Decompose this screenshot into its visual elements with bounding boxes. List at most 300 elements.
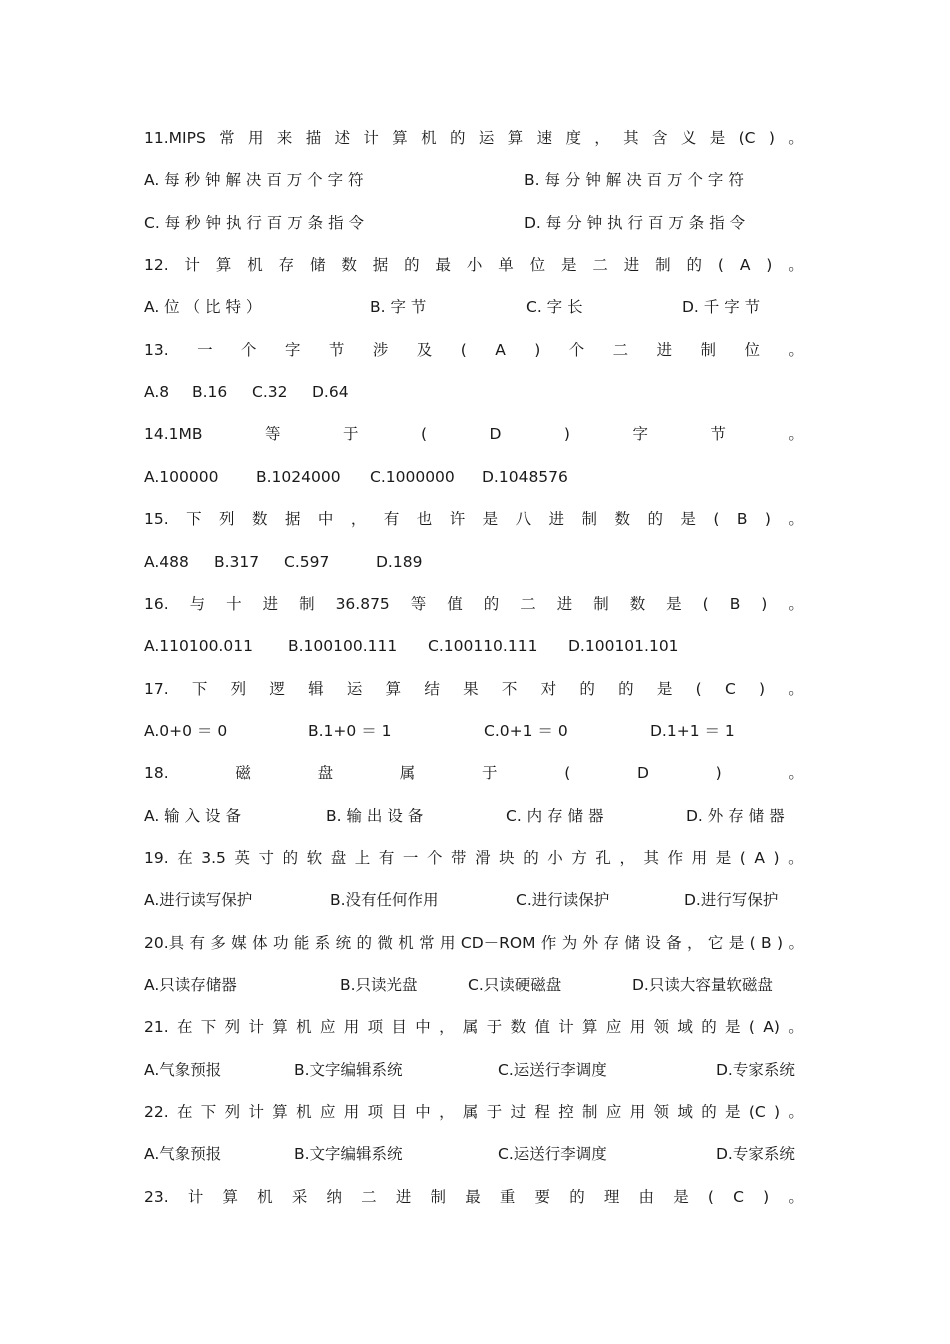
stem-token: 据 [284, 510, 301, 529]
stem-token: 等 [410, 594, 427, 613]
stem-token: 是 [715, 848, 732, 867]
option-b: B.317 [214, 552, 260, 571]
stem-token: 算 [215, 256, 232, 275]
answer-options [144, 719, 804, 743]
stem-token: 中 [415, 1018, 431, 1037]
stem-token: ( [564, 764, 571, 783]
stem-token: 。 [788, 1018, 804, 1037]
stem-token: 用 [247, 129, 264, 147]
stem-token: 的 [647, 510, 663, 529]
stem-token: 运 [346, 679, 363, 698]
stem-token: 辑 [308, 679, 324, 698]
stem-token: 的 [701, 1018, 717, 1037]
option-a: A.110100.011 [144, 637, 253, 656]
stem-token: A [495, 340, 506, 359]
stem-token: 的 [579, 679, 595, 698]
stem-token: 19. [144, 848, 169, 867]
option-b: B.文字编辑系统 [294, 1145, 403, 1164]
stem-token: 算 [392, 129, 408, 147]
stem-token: 下 [200, 1103, 217, 1122]
stem-token: 个 [426, 848, 443, 867]
option-d: D.进行写保护 [684, 891, 779, 910]
stem-token: 机 [398, 933, 414, 952]
stem-token: 值 [447, 594, 463, 613]
stem-token: 在 [176, 1018, 193, 1037]
stem-token: 上 [354, 848, 371, 867]
question-stem [144, 592, 804, 616]
stem-token: 列 [224, 1103, 241, 1122]
stem-token: 八 [515, 510, 532, 529]
stem-token: 数 [510, 1018, 527, 1037]
stem-token: 计 [184, 256, 201, 275]
stem-token: 算 [272, 1103, 288, 1122]
answer-options [144, 211, 804, 235]
stem-token: 于 [482, 764, 498, 783]
stem-token: 中 [317, 510, 334, 529]
stem-token: (C [738, 129, 756, 147]
stem-token: 进 [623, 256, 640, 275]
stem-token: 一 [197, 340, 213, 359]
stem-token: 列 [224, 1018, 241, 1037]
stem-token: 程 [534, 1103, 550, 1122]
stem-token: 用 [343, 1103, 360, 1122]
stem-token: 域 [677, 1018, 693, 1037]
stem-token: 运 [478, 129, 495, 147]
stem-token: 外 [582, 933, 599, 952]
option-d: D.100101.101 [568, 637, 679, 656]
stem-token: 媒 [231, 933, 247, 952]
stem-token: ( [695, 679, 702, 698]
option-c: C.0+1 ＝ 0 [484, 721, 568, 740]
stem-token: ) [763, 1187, 770, 1206]
option-d: D.只读大容量软磁盘 [632, 976, 773, 994]
stem-token: 计 [248, 1103, 264, 1122]
option-a: A.气象预报 [144, 1145, 222, 1164]
option-c: C.只读硬磁盘 [468, 976, 562, 994]
stem-token: 孔 [595, 848, 611, 867]
stem-token: 二 [592, 256, 608, 275]
stem-token: 许 [449, 510, 466, 529]
stem-token: 节 [328, 340, 345, 359]
stem-token: 制 [655, 256, 671, 275]
stem-token: 数 [341, 256, 357, 275]
stem-token: 个 [241, 340, 257, 359]
stem-token: 描 [305, 129, 322, 147]
stem-token: 涉 [372, 340, 389, 359]
stem-token: 。 [788, 425, 804, 444]
stem-token: 块 [499, 848, 515, 867]
stem-token: 二 [612, 340, 629, 359]
stem-token: 机 [421, 129, 437, 147]
option-b: B.1024000 [256, 467, 341, 486]
stem-token: 应 [605, 1103, 622, 1122]
stem-token: 制 [299, 594, 315, 613]
option-c: C.1000000 [370, 467, 455, 486]
stem-token: 算 [507, 129, 524, 147]
stem-token: 进 [395, 1187, 412, 1206]
stem-token: 制 [581, 510, 598, 529]
stem-token: ( [717, 256, 724, 275]
answer-options [144, 1142, 804, 1166]
stem-token: D [489, 425, 502, 444]
option-b: B.文字编辑系统 [294, 1060, 403, 1079]
stem-token: 计 [363, 129, 379, 147]
stem-token: 22. [144, 1103, 169, 1122]
stem-token: 度 [565, 129, 581, 147]
stem-token: ， [350, 510, 367, 529]
question-stem [144, 761, 804, 785]
option-b: B. 输 出 设 备 [326, 806, 424, 825]
stem-token: 字 [632, 425, 648, 444]
stem-token: 的 [356, 933, 373, 952]
stem-token: 13. [144, 340, 169, 359]
stem-token: 能 [293, 933, 310, 952]
option-c: C.运送行李调度 [498, 1145, 607, 1164]
stem-token: ) [774, 1103, 781, 1122]
option-a: A.只读存储器 [144, 976, 237, 994]
stem-token: 也 [416, 510, 433, 529]
stem-token: 在 [176, 1103, 193, 1122]
stem-token: 的 [701, 1103, 717, 1122]
stem-token: 过 [510, 1103, 527, 1122]
stem-token: 制 [700, 340, 717, 359]
option-a: A.进行读写保护 [144, 891, 253, 910]
stem-token: 统 [335, 933, 352, 952]
stem-token: 是 [561, 256, 577, 275]
stem-token: 带 [451, 848, 467, 867]
stem-token: 磁 [235, 764, 251, 783]
stem-token: 理 [603, 1187, 620, 1206]
stem-token: 18. [144, 764, 169, 783]
stem-token: 多 [210, 933, 226, 952]
option-c: C. 内 存 储 器 [506, 806, 604, 825]
stem-token: 其 [643, 848, 660, 867]
stem-token: 。 [788, 764, 804, 783]
question-stem [144, 422, 804, 446]
stem-token: ( [748, 1018, 755, 1037]
stem-token: 领 [653, 1018, 670, 1037]
option-a: A. 输 入 设 备 [144, 806, 241, 825]
stem-token: 的 [404, 256, 420, 275]
stem-token: ) [759, 679, 766, 698]
stem-token: 进 [556, 594, 573, 613]
option-d: D. 每 分 钟 执 行 百 万 条 指 令 [524, 213, 746, 232]
stem-token: 要 [534, 1187, 551, 1206]
stem-token: 3.5 [201, 848, 226, 867]
stem-token: A) [763, 1018, 780, 1037]
answer-options [144, 804, 804, 828]
stem-token: ( [460, 340, 467, 359]
stem-token: 最 [435, 256, 452, 275]
stem-token: 有 [383, 510, 400, 529]
stem-token: 属 [462, 1103, 479, 1122]
stem-token: 算 [222, 1187, 238, 1206]
stem-token: 14.1MB [144, 425, 203, 444]
option-a: A.0+0 ＝ 0 [144, 721, 228, 740]
stem-token: 二 [520, 594, 536, 613]
stem-token: 制 [582, 1103, 598, 1122]
answer-options [144, 1058, 804, 1082]
option-d: D. 千 字 节 [682, 298, 761, 317]
stem-token: 。 [788, 129, 804, 147]
stem-token: ， [439, 1018, 455, 1037]
stem-token: 是 [725, 1103, 741, 1122]
stem-token: 用 [343, 1018, 360, 1037]
stem-token: 用 [691, 848, 708, 867]
stem-token: 的 [523, 848, 539, 867]
stem-token: 字 [284, 340, 301, 359]
stem-token: 的 [686, 256, 703, 275]
stem-token: 进 [548, 510, 565, 529]
stem-token: 个 [568, 340, 585, 359]
option-c: C. 每 秒 钟 执 行 百 万 条 指 令 [144, 213, 365, 232]
stem-token: ) [766, 256, 773, 275]
answer-options [144, 888, 804, 912]
stem-token: 12. [144, 256, 169, 275]
stem-token: 滑 [475, 848, 491, 867]
stem-token: 列 [219, 510, 235, 529]
option-d: D.专家系统 [716, 1145, 795, 1164]
option-b: B.只读光盘 [340, 976, 418, 994]
stem-token: 下 [200, 1018, 217, 1037]
stem-token: B [761, 933, 772, 952]
answer-options [144, 295, 804, 319]
stem-token: 其 [623, 129, 639, 147]
stem-token: C [724, 679, 736, 698]
answer-options [144, 168, 804, 192]
question-stem [144, 507, 804, 531]
stem-token: ， [619, 848, 635, 867]
answer-options [144, 380, 804, 404]
stem-token: 的 [569, 1187, 585, 1206]
option-a: A.8 [144, 383, 170, 402]
stem-token: 是 [709, 129, 726, 147]
stem-token: 采 [291, 1187, 308, 1206]
stem-token: 是 [725, 1018, 741, 1037]
stem-token: 的 [483, 594, 500, 613]
stem-token: ) [563, 425, 570, 444]
option-d: D.64 [312, 383, 349, 402]
stem-token: 不 [501, 679, 518, 698]
stem-token: 软 [306, 848, 323, 867]
stem-token: 在 [177, 848, 193, 867]
option-d: D.1+1 ＝ 1 [650, 721, 735, 740]
stem-token: 控 [558, 1103, 574, 1122]
stem-token: 寸 [258, 848, 275, 867]
stem-token: 11.MIPS [144, 129, 206, 147]
option-c: C.进行读保护 [516, 891, 610, 910]
stem-token: 方 [571, 848, 587, 867]
stem-token: ) [761, 594, 768, 613]
stem-token: 的 [450, 129, 466, 147]
stem-token: ) [534, 340, 541, 359]
option-a: A.气象预报 [144, 1060, 222, 1079]
stem-token: 对 [540, 679, 557, 698]
stem-token: 算 [272, 1018, 288, 1037]
stem-token: 等 [265, 425, 281, 444]
stem-token: 进 [262, 594, 279, 613]
stem-token: ( [749, 933, 756, 952]
stem-token: 领 [653, 1103, 670, 1122]
stem-token: 盘 [330, 848, 347, 867]
stem-token: 。 [788, 933, 804, 952]
stem-token: ( [707, 1187, 714, 1206]
stem-token: 作 [667, 848, 684, 867]
answer-options [144, 550, 804, 574]
stem-token: B [729, 594, 741, 613]
stem-token: 机 [296, 1103, 312, 1122]
stem-token: 机 [247, 256, 263, 275]
stem-token: ) [777, 933, 784, 952]
stem-token: 及 [416, 340, 433, 359]
option-a: A. 每 秒 钟 解 决 百 万 个 字 符 [144, 171, 364, 190]
question-stem [144, 846, 804, 870]
stem-token: 是 [656, 679, 673, 698]
stem-token: 制 [430, 1187, 447, 1206]
stem-token: ， [594, 129, 610, 147]
option-b: B.1+0 ＝ 1 [308, 721, 392, 740]
stem-token: 速 [536, 129, 553, 147]
stem-token: 节 [710, 425, 726, 444]
stem-token: 域 [677, 1103, 693, 1122]
stem-token: 。 [788, 848, 804, 867]
question-stem [144, 931, 804, 955]
stem-token: 应 [605, 1018, 622, 1037]
option-c: C.运送行李调度 [498, 1060, 607, 1079]
stem-token: 储 [310, 256, 326, 275]
stem-token: 逻 [269, 679, 285, 698]
stem-token: (C [748, 1103, 766, 1122]
stem-token: 计 [187, 1187, 204, 1206]
option-b: B.16 [192, 383, 228, 402]
stem-token: 常 [219, 129, 235, 147]
stem-token: 。 [788, 1187, 804, 1206]
stem-token: ， [686, 933, 703, 952]
stem-token: 二 [361, 1187, 377, 1206]
stem-token: 位 [529, 256, 546, 275]
stem-token: 体 [252, 933, 268, 952]
stem-token: 功 [273, 933, 289, 952]
stem-token: 十 [226, 594, 242, 613]
stem-token: 项 [367, 1018, 384, 1037]
option-c: C. 字 长 [526, 298, 583, 317]
option-b: B. 字 节 [370, 298, 427, 317]
stem-token: A [754, 848, 765, 867]
stem-token: 小 [466, 256, 483, 275]
stem-token: ( [713, 510, 720, 529]
stem-token: 作 [540, 933, 557, 952]
stem-token: CD－ROM [460, 933, 536, 952]
stem-token: D [637, 764, 649, 783]
question-stem [144, 338, 804, 362]
option-c: C.32 [252, 383, 288, 402]
option-b: B. 每 分 钟 解 决 百 万 个 字 符 [524, 171, 744, 190]
stem-token: 备 [666, 933, 682, 952]
stem-token: 计 [248, 1018, 264, 1037]
stem-token: ) [764, 510, 771, 529]
stem-token: 是 [673, 1187, 689, 1206]
stem-token: 15. [144, 510, 169, 529]
stem-token: 36.875 [335, 594, 390, 613]
stem-token: 。 [788, 679, 804, 698]
stem-token: 位 [744, 340, 760, 359]
stem-token: 。 [788, 256, 804, 275]
stem-token: 算 [385, 679, 402, 698]
stem-token: 列 [230, 679, 247, 698]
stem-token: ( [702, 594, 709, 613]
answer-options [144, 634, 804, 658]
stem-token: 。 [788, 340, 804, 359]
question-stem [144, 1100, 804, 1124]
stem-token: 。 [788, 594, 804, 613]
option-a: A. 位 （ 比 特 ） [144, 298, 262, 317]
option-d: D. 外 存 储 器 [686, 806, 785, 825]
stem-token: 16. [144, 594, 169, 613]
stem-token: 用 [440, 933, 456, 952]
stem-token: 单 [498, 256, 514, 275]
stem-token: 下 [191, 679, 208, 698]
stem-token: 下 [186, 510, 202, 529]
stem-token: 用 [629, 1018, 646, 1037]
stem-token: 数 [629, 594, 646, 613]
stem-token: 数 [252, 510, 268, 529]
stem-token: 常 [419, 933, 435, 952]
stem-token: 最 [465, 1187, 481, 1206]
stem-token: 制 [593, 594, 609, 613]
stem-token: 于 [486, 1103, 503, 1122]
stem-token: 用 [629, 1103, 646, 1122]
stem-token: 果 [463, 679, 479, 698]
stem-token: 含 [652, 129, 668, 147]
stem-token: 义 [680, 129, 697, 147]
stem-token: 结 [424, 679, 440, 698]
stem-token: 中 [415, 1103, 431, 1122]
stem-token: 纳 [326, 1187, 343, 1206]
stem-token: 于 [486, 1018, 503, 1037]
stem-token: 是 [680, 510, 696, 529]
stem-token: B [736, 510, 748, 529]
stem-token: C [733, 1187, 744, 1206]
stem-token: 17. [144, 679, 169, 698]
option-b: B.没有任何作用 [330, 891, 439, 910]
question-stem [144, 677, 804, 701]
stem-token: A [739, 256, 751, 275]
question-stem [144, 1015, 804, 1039]
question-stem [144, 1185, 804, 1209]
stem-token: 目 [391, 1103, 407, 1122]
stem-token: 。 [788, 510, 804, 529]
stem-token: 来 [276, 129, 293, 147]
question-stem [144, 126, 804, 150]
stem-token: 的 [618, 679, 634, 698]
stem-token: 数 [614, 510, 630, 529]
stem-token: 进 [656, 340, 673, 359]
stem-token: ) [768, 129, 775, 147]
stem-token: 存 [603, 933, 619, 952]
stem-token: 目 [391, 1018, 407, 1037]
stem-token: 应 [319, 1018, 336, 1037]
stem-token: 的 [282, 848, 299, 867]
option-c: C.100110.111 [428, 637, 538, 656]
option-c: C.597 [284, 552, 330, 571]
stem-token: 有 [189, 933, 206, 952]
option-d: D.1048576 [482, 467, 568, 486]
stem-token: 属 [462, 1018, 479, 1037]
stem-token: 机 [257, 1187, 273, 1206]
option-a: A.488 [144, 552, 189, 571]
stem-token: 21. [144, 1018, 169, 1037]
stem-token: ) [773, 848, 780, 867]
